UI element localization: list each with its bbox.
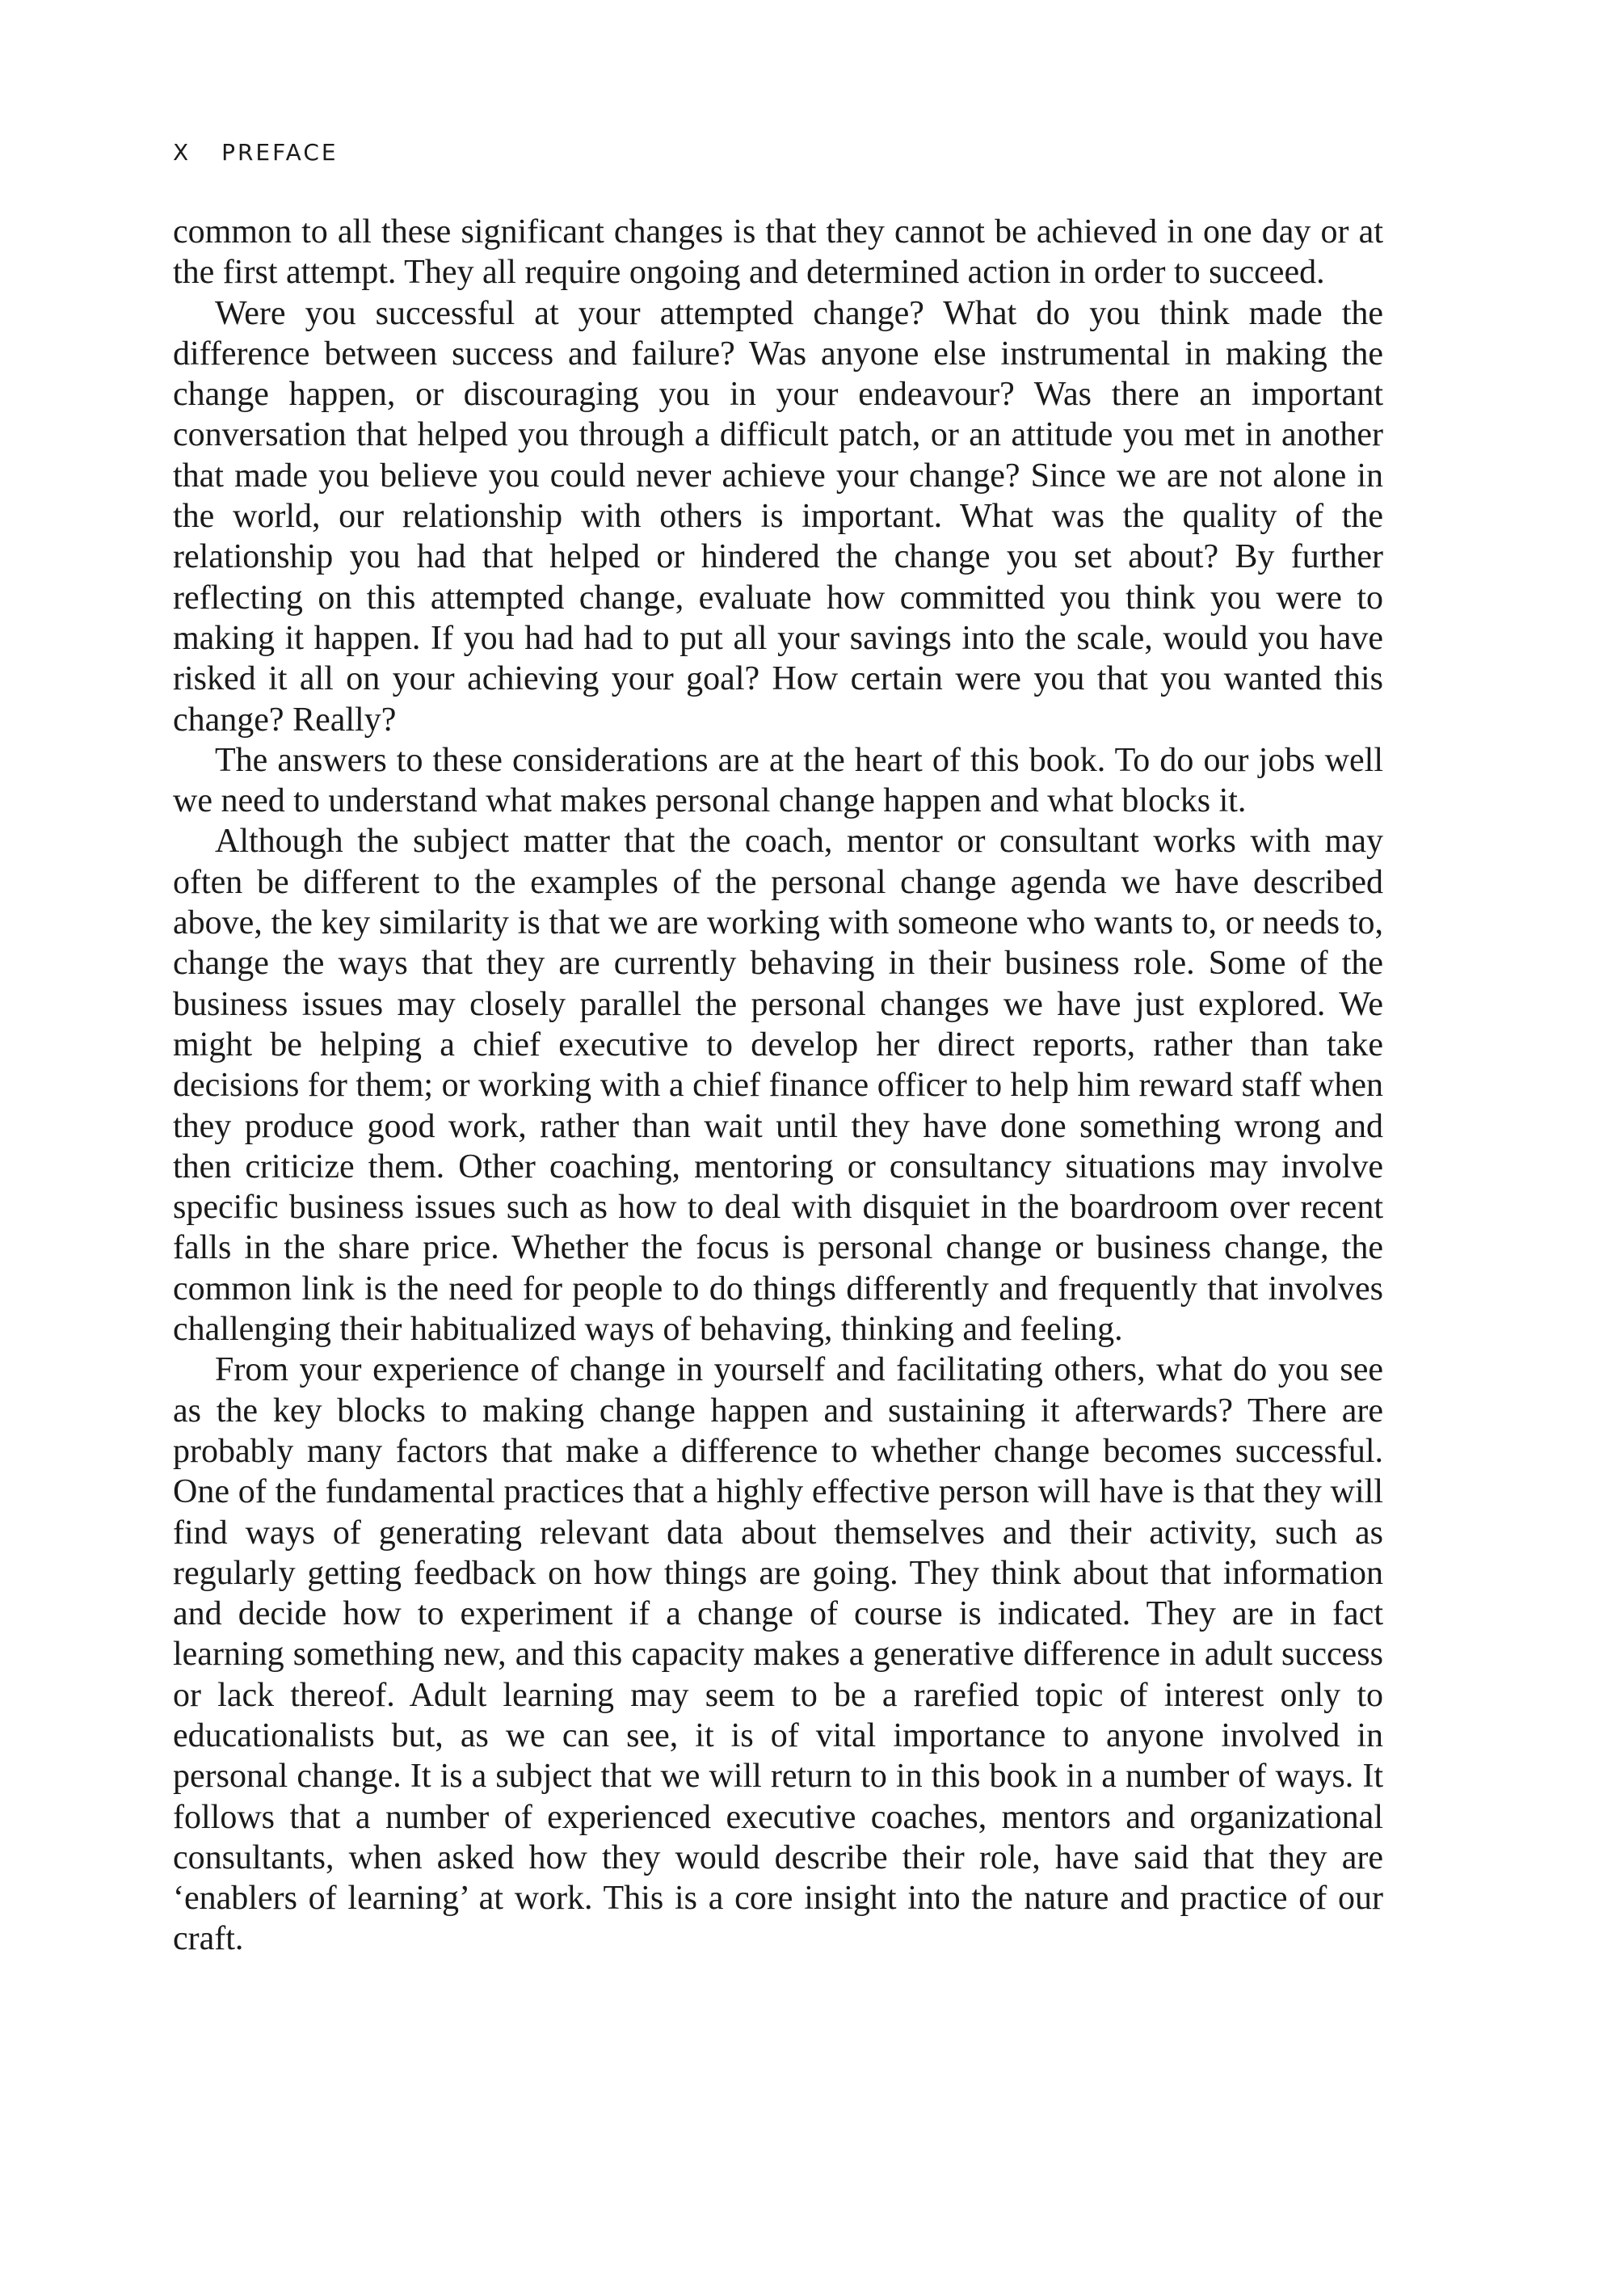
paragraph: Were you successful at your attempted change? What do you think made the difference between success and failure? Was anyone else instrumental in making the change happen, or discouraging you in your endeavour? Was there an important conversation that helped you through a difficult patch, or an attitude you met in another that made you believe you could never achieve your change? Since we are not alone in the world, our relationship with others is important. What was the quality of the relationship you had that helped or hindered the change you set about? By further reflecting on this attempted change, evaluate how committed you think you were to making it happen. If you had had to put all your savings into the scale, would you have risked it all on your achieving your goal? How certain were you that you wanted this change? Really? <box>173 294 1383 739</box>
paragraph: From your experience of change in yourself and facilitating others, what do you see as the key blocks to making change happen and sustaining it afterwards? There are probably many factors that make a difference to whether change becomes successful. One of the fundamental practices that a highly effective person will have is that they will find ways of generating relevant data about themselves and their activity, such as regularly getting feedback on how things are going. They think about that information and decide how to experiment if a change of course is indicated. They are in fact learning something new, and this capacity makes a generative difference in adult success or lack thereof. Adult learning may seem to be a rarefied topic of interest only to educationalists but, as we can see, it is of vital importance to anyone involved in personal change. It is a subject that we will return to in this book in a number of ways. It follows that a number of experienced executive coaches, mentors and organizational consultants, when asked how they would describe their role, have said that they are ‘enablers of learning’ at work. This is a core insight into the nature and practice of our craft. <box>173 1351 1383 1958</box>
paragraph: Although the subject matter that the coach, mentor or consultant works with may often be different to the examples of the personal change agenda we have described above, the key similarity is that we are working with someone who wants to, or needs to, change the ways that they are currently behaving in their business role. Some of the business issues may closely parallel the personal changes we have just explored. We might be helping a chief executive to develop her direct reports, rather than take decisions for them; or working with a chief finance officer to help him reward staff when they produce good work, rather than wait until they have done something wrong and then criticize them. Other coaching, mentoring or consultancy situations may involve specific business issues such as how to deal with disquiet in the boardroom over recent falls in the share price. Whether the focus is personal change or business change, the common link is the need for people to do things differently and frequently that involves challenging their habitualized ways of behaving, thinking and feeling. <box>173 823 1383 1349</box>
page-number: X <box>173 139 191 166</box>
section-title: PREFACE <box>221 139 339 166</box>
running-head <box>173 139 339 166</box>
paragraph-continued: common to all these significant changes is that they cannot be achieved in one day or at the first attempt. They all require ongoing and determined action in order to succeed. <box>173 213 1383 292</box>
body-text <box>173 212 1383 1960</box>
paragraph: The answers to these considerations are at the heart of this book. To do our jobs well we need to understand what makes personal change happen and what blocks it. <box>173 741 1383 820</box>
